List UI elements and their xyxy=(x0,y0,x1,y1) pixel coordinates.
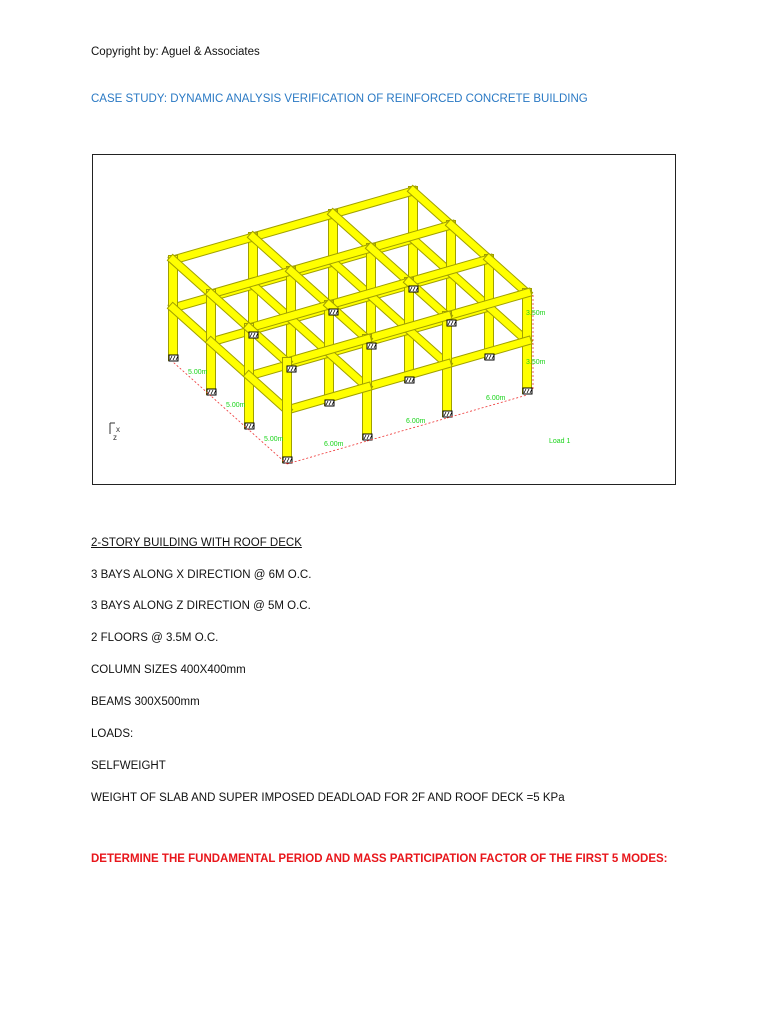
frame-beam xyxy=(291,271,329,305)
frame-beam xyxy=(211,342,249,376)
dim-bay-x-3: 6.00m xyxy=(324,441,344,448)
spec-line: 2 FLOORS @ 3.5M O.C. xyxy=(91,632,219,644)
spec-line: BEAMS 300X500mm xyxy=(91,696,200,708)
task-question: DETERMINE THE FUNDAMENTAL PERIOD AND MASS PARTICIPATION FACTOR OF THE FIRST 5 MODES: xyxy=(91,853,668,865)
case-study-title: CASE STUDY: DYNAMIC ANALYSIS VERIFICATION OF REINFORCED CONCRETE BUILDING xyxy=(91,93,588,105)
frame-beam xyxy=(409,330,447,364)
fixed-support-icon xyxy=(523,388,532,394)
frame-beam xyxy=(333,191,413,214)
spec-line: 3 BAYS ALONG Z DIRECTION @ 5M O.C. xyxy=(91,600,311,612)
fixed-support-icon xyxy=(447,320,456,326)
axis-x-label: x xyxy=(116,425,120,434)
dim-story-upper: 3.50m xyxy=(526,310,546,317)
structural-model-figure xyxy=(92,154,676,485)
load-label: Load 1 xyxy=(549,438,571,445)
frame-members xyxy=(173,191,527,458)
fixed-support-icon xyxy=(207,389,216,395)
dim-bay-x-1: 6.00m xyxy=(486,395,506,402)
dim-bay-z-3: 5.00m xyxy=(264,436,284,443)
fixed-support-icon xyxy=(287,366,296,372)
fixed-support-icon xyxy=(405,377,414,383)
fixed-support-icon xyxy=(443,411,452,417)
frame-beam xyxy=(413,191,451,225)
spec-line: WEIGHT OF SLAB AND SUPER IMPOSED DEADLOAD FOR 2F AND ROOF DECK =5 KPa xyxy=(91,792,565,804)
building-heading: 2-STORY BUILDING WITH ROOF DECK xyxy=(91,537,302,549)
frame-beam xyxy=(253,237,291,271)
fixed-support-icon xyxy=(363,434,372,440)
fixed-support-icon xyxy=(245,423,254,429)
frame-beam xyxy=(329,353,367,387)
frame-beam xyxy=(489,259,527,293)
fixed-support-icon xyxy=(409,286,418,292)
frame-beam xyxy=(333,214,371,248)
fixed-support-icon xyxy=(169,355,178,361)
spec-line: LOADS: xyxy=(91,728,134,740)
axis-triad-icon xyxy=(110,423,120,442)
dim-story-lower: 3.50m xyxy=(526,359,546,366)
frame-beam xyxy=(173,260,211,294)
dim-bay-x-2: 6.00m xyxy=(406,418,426,425)
dim-bay-z-2: 5.00m xyxy=(226,402,246,409)
fixed-support-icon xyxy=(249,332,258,338)
fixed-support-icon xyxy=(325,400,334,406)
dimension-line-z xyxy=(173,362,211,396)
frame-beam xyxy=(173,237,253,260)
dim-bay-z-1: 5.00m xyxy=(188,369,208,376)
spec-line: SELFWEIGHT xyxy=(91,760,166,772)
spec-line: 3 BAYS ALONG X DIRECTION @ 6M O.C. xyxy=(91,569,312,581)
fixed-support-icon xyxy=(485,354,494,360)
frame-drawing xyxy=(93,155,677,486)
frame-beam xyxy=(253,214,333,237)
axis-z-label: z xyxy=(113,433,117,442)
frame-beam xyxy=(211,294,249,328)
frame-beam xyxy=(173,308,211,342)
fixed-support-icon xyxy=(367,343,376,349)
frame-beam xyxy=(371,248,409,282)
fixed-support-icon xyxy=(329,309,338,315)
frame-beam xyxy=(249,376,287,410)
fixed-support-icon xyxy=(283,457,292,463)
spec-line: COLUMN SIZES 400X400mm xyxy=(91,664,246,676)
copyright-line: Copyright by: Aguel & Associates xyxy=(91,46,260,58)
frame-beam xyxy=(451,225,489,259)
frame-beam xyxy=(489,307,527,341)
